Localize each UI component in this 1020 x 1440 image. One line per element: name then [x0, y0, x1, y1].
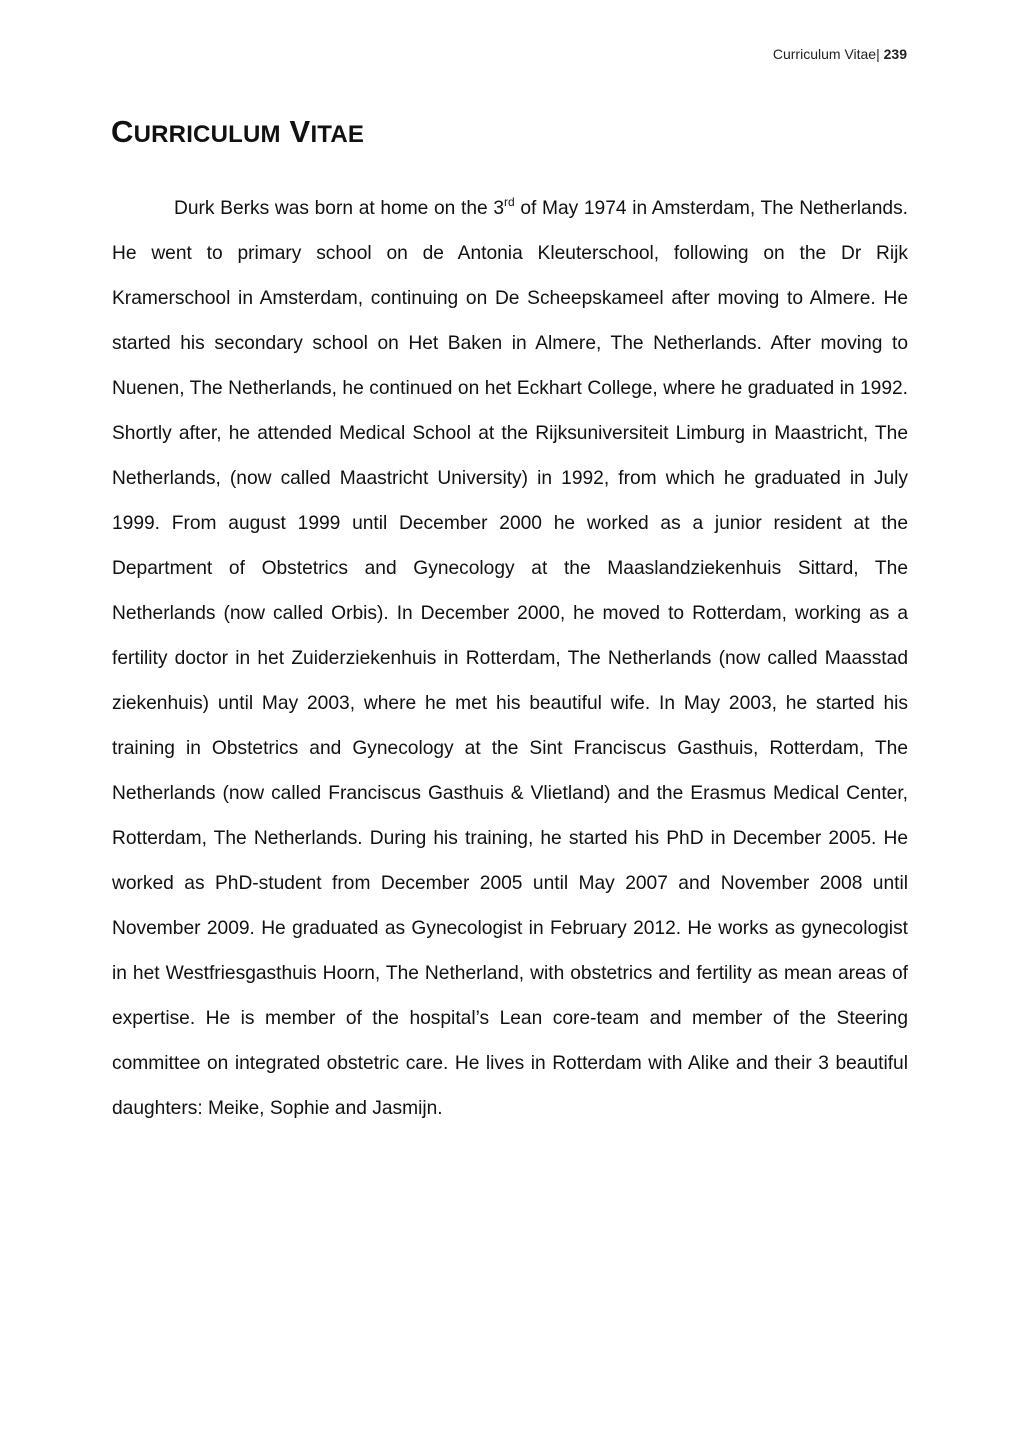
running-header-title: Curriculum Vitae	[772, 46, 877, 62]
title-rest-urriculum: URRICULUM	[133, 121, 281, 148]
title-initial-c: C	[111, 114, 134, 149]
running-header	[773, 44, 907, 64]
title-initial-v: V	[289, 114, 311, 149]
page-number: 239	[883, 46, 907, 62]
biography-text: of May 1974 in Amsterdam, The Netherlands. He went to primary school on de Antonia Kleuterschool, following on the Dr Rijk Kramerschool in Amsterdam, continuing on De Scheepskameel after moving to Almere. He started his secondary school on Het Baken in Almere, The Netherlands. After moving to Nuenen, The Netherlands, he continued on het Eckhart College, where he graduated in 1992. Shortly after, he attended Medical School at the Rijksuniversiteit Limburg in Maastricht, The Netherlands, (now called Maastricht University) in 1992, from which he graduated in July 1999. From august 1999 until December 2000 he worked as a junior resident at the Department of Obstetrics and Gynecology at the Maaslandziekenhuis Sittard, The Netherlands (now called Orbis). In December 2000, he moved to Rotterdam, working as a fertility doctor in het Zuiderziekenhuis in Rotterdam, The Netherlands (now called Maasstad ziekenhuis) until May 2003, where he met his beautiful wife. In May 2003, he started his training in Obstetrics and Gynecology at the Sint Franciscus Gasthuis, Rotterdam, The Netherlands (now called Franciscus Gasthuis & Vlietland) and the Erasmus Medical Center, Rotterdam, The Netherlands. During his training, he started his PhD in December 2005. He worked as PhD-student from December 2005 until May 2007 and November 2008 until November 2009. He graduated as Gynecologist in February 2012. He works as gynecologist in het Westfriesgasthuis Hoorn, The Netherland, with obstetrics and fertility as mean areas of expertise. He is member of the hospital’s Lean core-team and member of the Steering committee on integrated obstetric care. He lives in Rotterdam with Alike and their 3 beautiful daughters: Meike, Sophie and Jasmijn.	[112, 198, 908, 1119]
ordinal-superscript: rd	[504, 195, 515, 209]
chapter-title	[111, 110, 364, 157]
running-header-separator: |	[876, 46, 880, 62]
biography-opening: Durk Berks was born at home on the 3	[174, 198, 504, 219]
biography-paragraph	[112, 186, 908, 1131]
title-rest-itae: ITAE	[310, 121, 365, 148]
